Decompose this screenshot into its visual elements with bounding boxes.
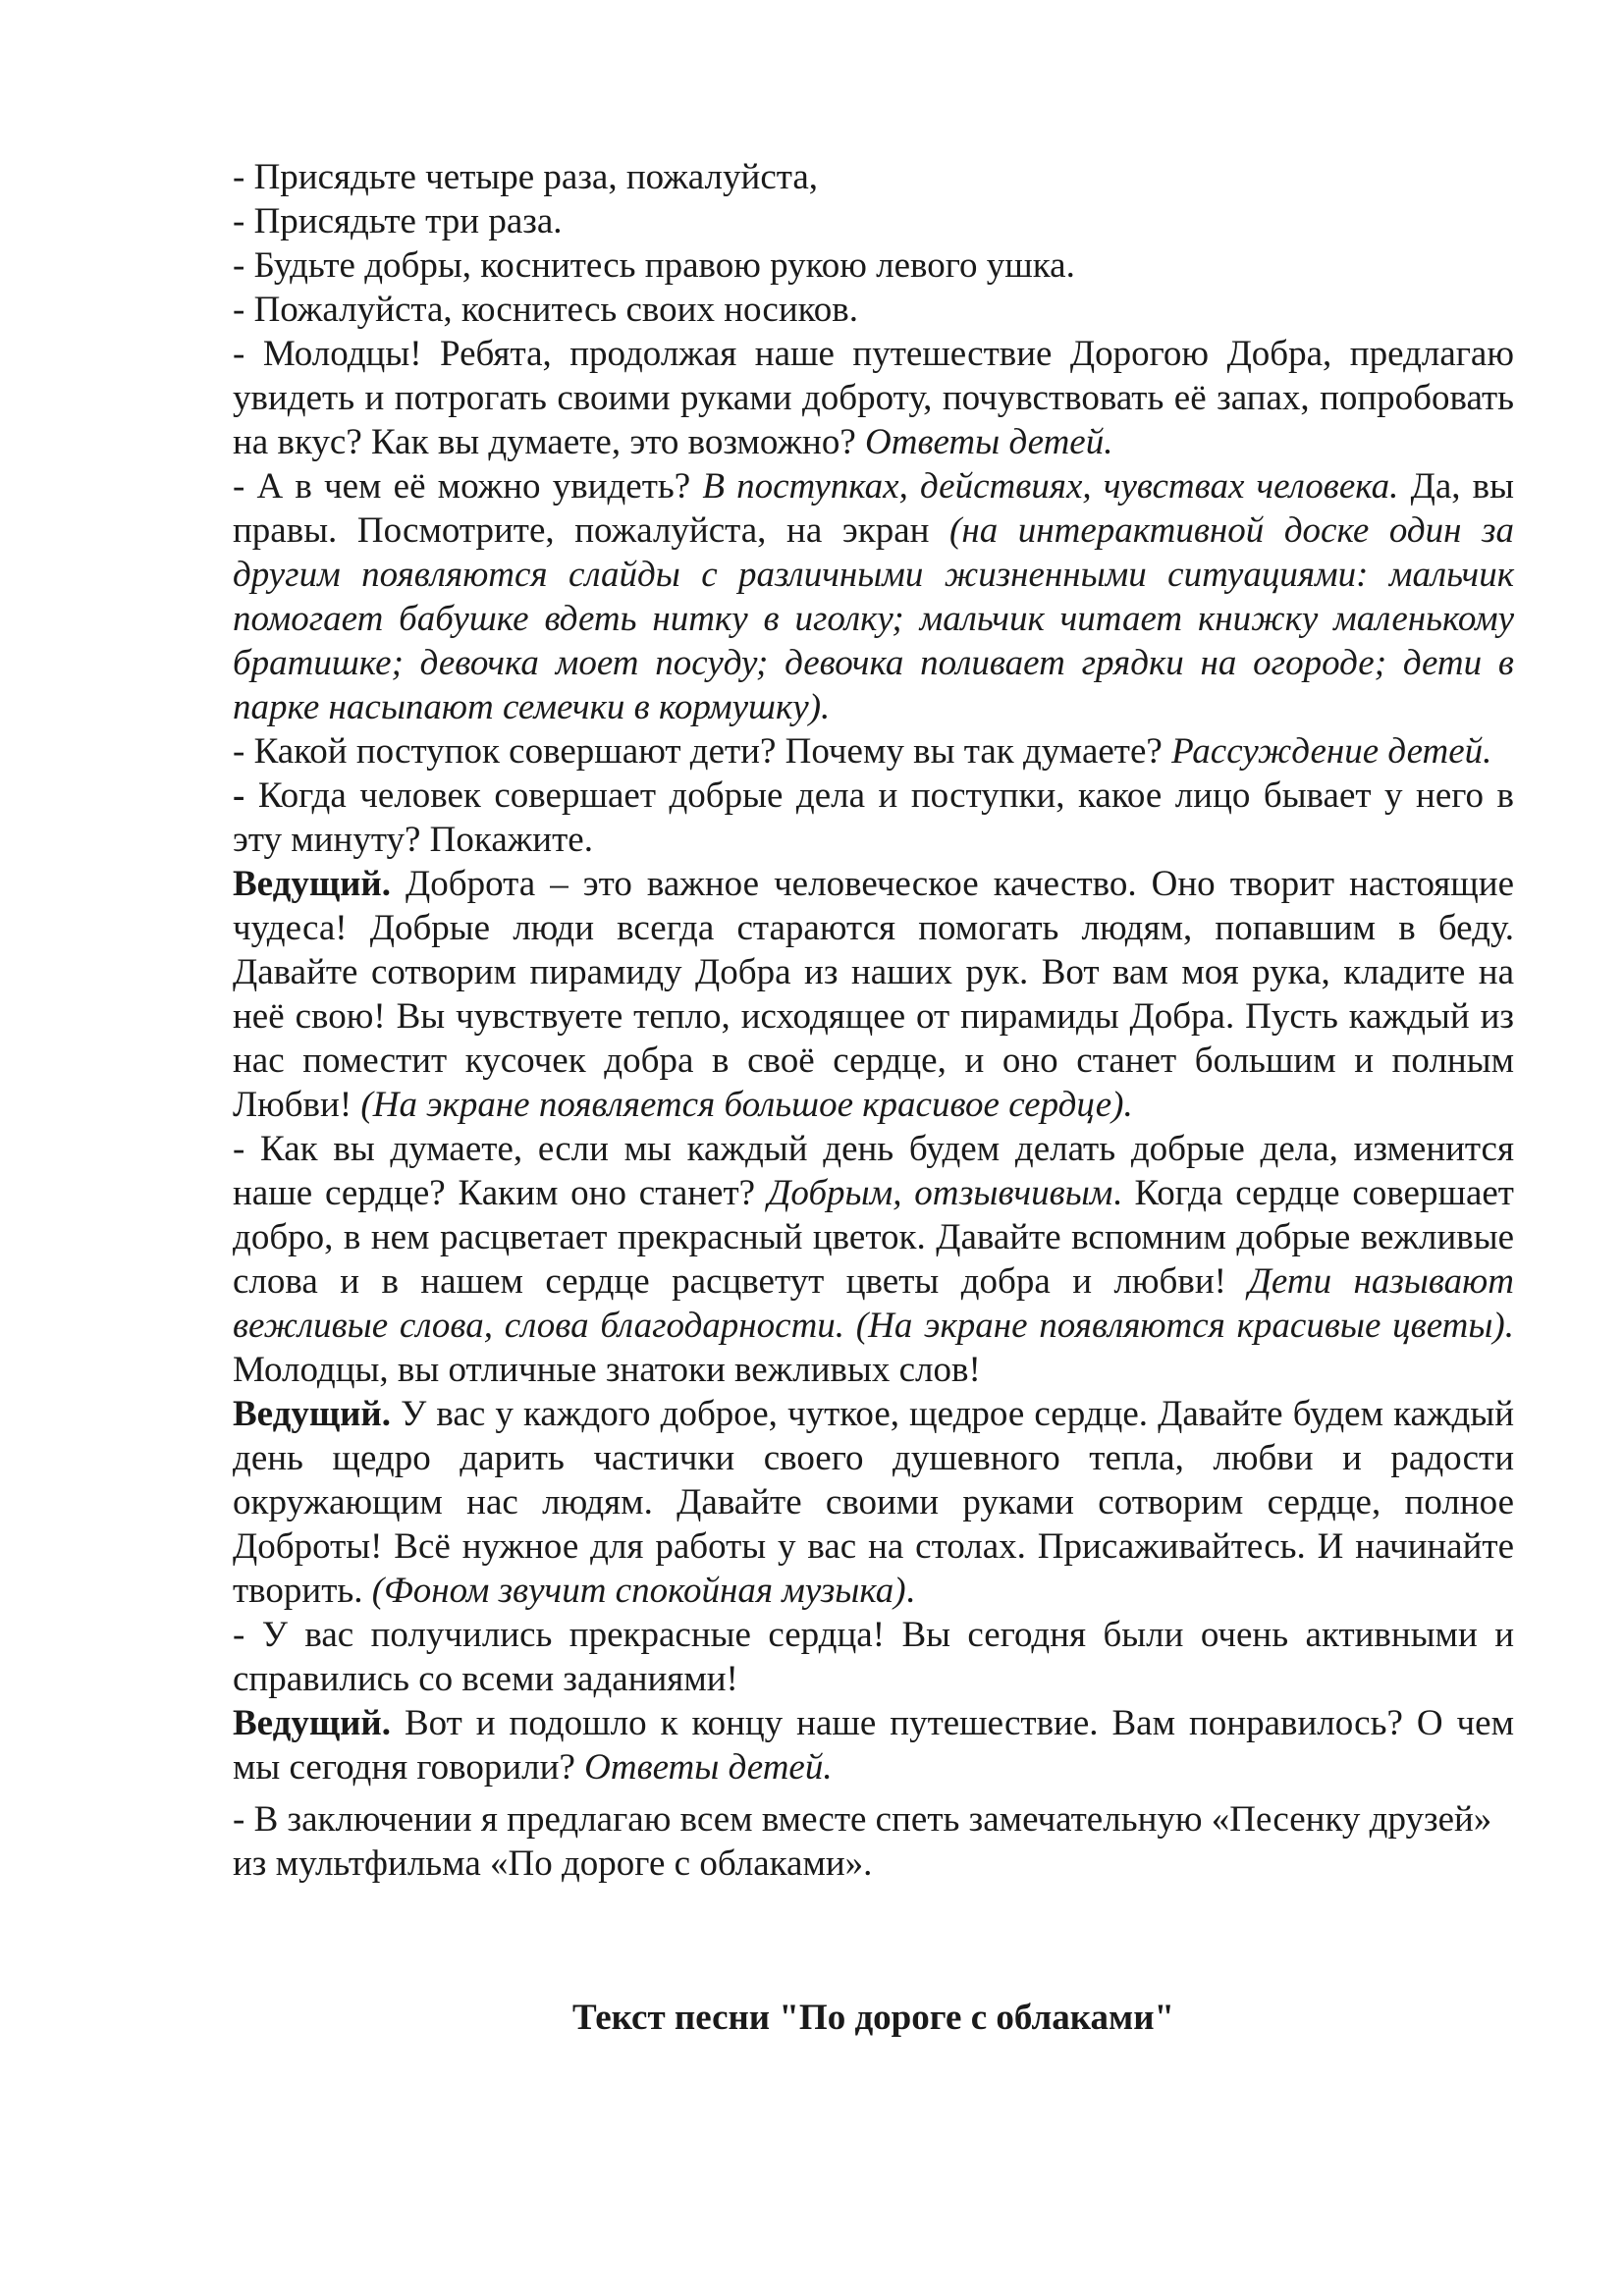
paragraph-song-invite: - В заключении я предлагаю всем вместе спеть замечательную «Песенку друзей» из мультфильма «По дороге с облаками». [233, 1799, 1492, 1884]
children-answer-note: Ответы детей. [865, 422, 1113, 462]
stage-direction: (Фоном звучит спокойная музыка) [371, 1571, 906, 1611]
paragraph-text: Когда человек совершает добрые дела и поступки, какое лицо бывает у него в эту минуту? Покажите. [233, 775, 1514, 860]
paragraph-text: Да, вы правы. Посмотрите, пожалуйста, на экран [233, 466, 1514, 551]
children-answer-note: Ответы детей. [584, 1747, 833, 1788]
document-page [233, 155, 1514, 2040]
paragraph-deed-question [233, 729, 1514, 774]
paragraph-text: У вас у каждого доброе, чуткое, щедрое сердце. Давайте будем каждый день щедро дарить частички своего душевного тепла, любви и радости окружающим нас людям. Давайте своими руками сотворим сердце, полное Доброты! Всё нужное для работы у вас на столах. Присаживайтесь. И начинайте творить. [233, 1394, 1514, 1611]
paragraph-host-ending [233, 1701, 1514, 1789]
paragraph-see-kindness [233, 464, 1514, 729]
paragraph-text: - Как вы думаете, если мы каждый день будем делать добрые дела, изменится наше сердце? Каким оно станет? [233, 1129, 1514, 1213]
dash-marker: - [233, 775, 245, 816]
paragraph-text: - А в чем её можно увидеть? [233, 466, 703, 507]
paragraph-text: Доброта – это важное человеческое качество. Оно творит настоящие чудеса! Добрые люди всегда стараются помогать людям, попавшим в беду. Давайте сотворим пирамиду Добра из наших рук. Вот вам моя рука, кладите на неё свою! Вы чувствуете тепло, исходящее от пирамиды Добра. Пусть каждый из нас поместит кусочек добра в своё сердце, и оно станет большим и полным Любви! [233, 864, 1514, 1125]
song-title-heading: Текст песни "По дороге с облаками" [571, 1998, 1175, 2038]
paragraph-text: . [905, 1571, 915, 1611]
paragraph-heart-flowers [233, 1127, 1514, 1392]
line-touch-ear: - Будьте добры, коснитесь правою рукою левого ушка. [233, 245, 1075, 286]
line-touch-nose: - Пожалуйста, коснитесь своих носиков. [233, 290, 858, 330]
speaker-label: Ведущий. [233, 1703, 391, 1743]
paragraph-text: Вот и подошло к концу наше путешествие. Вам понравилось? О чем мы сегодня говорили? [233, 1703, 1514, 1788]
speaker-label: Ведущий. [233, 864, 391, 904]
paragraph-text: - Какой поступок совершают дети? Почему вы так думаете? [233, 731, 1172, 772]
speaker-label: Ведущий. [233, 1394, 391, 1434]
answer-note: Добрым, отзывчивым [767, 1173, 1113, 1213]
paragraph-host-pyramid [233, 862, 1514, 1127]
paragraph-face-question [233, 774, 1514, 862]
line-squat-four: - Присядьте четыре раза, пожалуйста, [233, 157, 819, 197]
answer-note: В поступках, действиях, чувствах человека. [702, 466, 1399, 507]
paragraph-host-heart-craft [233, 1392, 1514, 1613]
children-reasoning-note: Рассуждение детей. [1171, 731, 1492, 772]
stage-direction: (На экране появляется большое красивое сердце). [360, 1085, 1133, 1125]
paragraph-kindness-journey [233, 332, 1514, 464]
paragraph-text: . Когда сердце совершает добро, в нем расцветает прекрасный цветок. Давайте вспомним добрые вежливые слова и в нашем сердце расцветут цветы добра и любви! [233, 1173, 1514, 1302]
line-squat-three: - Присядьте три раза. [233, 201, 563, 241]
stage-direction: Дети называют вежливые слова, слова благодарности. (На экране появляются красивые цветы). [233, 1261, 1514, 1346]
stage-direction: (на интерактивной доске один за другим появляются слайды с различными жизненными ситуациями: мальчик помогает бабушке вдеть нитку в иголку; мальчик читает книжку маленькому братишке; девочка моет посуду; девочка поливает грядки на огороде; дети в парке насыпают семечки в кормушку). [233, 510, 1514, 727]
paragraph-text: Молодцы, вы отличные знатоки вежливых слов! [233, 1350, 981, 1390]
paragraph-text: - Молодцы! Ребята, продолжая наше путешествие Дорогою Добра, предлагаю увидеть и потрогать своими руками доброту, почувствовать её запах, попробовать на вкус? Как вы думаете, это возможно? [233, 334, 1514, 462]
paragraph-praise: - У вас получились прекрасные сердца! Вы сегодня были очень активными и справились со всеми заданиями! [233, 1615, 1514, 1699]
